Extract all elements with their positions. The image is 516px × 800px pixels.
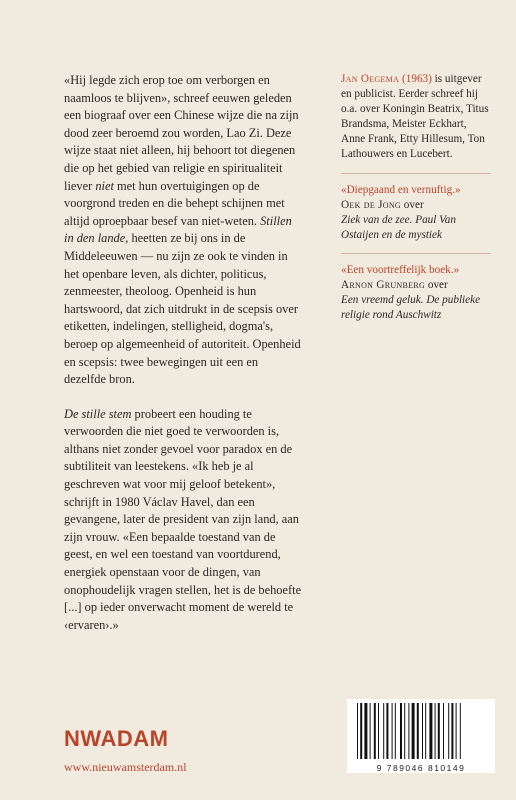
barcode-bar [456, 703, 457, 759]
author-bio: Jan Oegema (1963) is uitgever en publicist. Eerder schreef hij o.a. over Koningin Beatrix, Titus Brandsma, Meister Eckhart, Anne Frank, Etty Hillesum, Ton Lathouwers en Lucebert. [341, 73, 489, 161]
barcode-bar [386, 703, 388, 759]
isbn-number: 9 789046 810149 [376, 763, 466, 773]
barcode-bar [400, 703, 402, 759]
isbn-barcode [347, 699, 495, 773]
barcode-bar [364, 703, 367, 759]
barcode-bar [395, 703, 396, 759]
paragraph-book-description: De stille stem probeert een houding te verwoorden die niet goed te verwoorden is, althans niet zonder gevoel voor paradox en de subtiliteit van leestekens. «Ik heb je al geschreven wat voor mij geloof betekent», schrijft in 1980 Václav Havel, dan een gevangene, later de president van zijn land, aan zijn vrouw. «Een bepaalde toestand van de geest, en wel een toestand van voortdurend, energiek openstaan voor de dingen, van onophoudelijk vragen stellen, het is de behoefte [...] op ieder onverwacht moment de wereld te ‹ervaren›.» [64, 406, 302, 632]
barcode-bar [357, 703, 358, 759]
barcode-bar [443, 703, 444, 759]
sidebar-column [341, 72, 491, 323]
divider [341, 253, 491, 254]
barcode-bar [378, 703, 379, 759]
publisher-url[interactable]: www.nieuwamsterdam.nl [64, 760, 187, 774]
barcode-bar [438, 703, 440, 759]
barcode-bar [370, 703, 371, 759]
barcode-bar [448, 703, 449, 759]
review-attribution: Arnon Grunberg over Een vreemd geluk. De publieke religie rond Auschwitz [341, 279, 481, 322]
barcode-bar [422, 703, 423, 759]
author-years: (1963) [399, 73, 432, 85]
barcode-bar [429, 703, 432, 759]
barcode-bar [404, 703, 405, 759]
divider [341, 173, 491, 174]
paragraph-intro: «Hij legde zich erop toe om verborgen en naamloos te blijven», schreef eeuwen geleden een biograaf over een Chinese wijze die na zijn dood zeer beroemd zou worden, Lao Zi. Deze wijze staat niet alleen, hij behoort tot diegenen die op het gebied van religie en spiritualiteit liever niet met hun overtuigingen op de voorgrond treden en die behept schijnen met altijd oproepbaar besef van niet-weten. Stillen in den lande, heetten ze bij ons in de Middeleeuwen — nu zijn ze ook te vinden in het openbare leven, als dichter, politicus, zenmeester, theoloog. Openheid is hun hartswoord, dat zich uitdrukt in de scepsis over etiketten, indelingen, stelligheid, dogma's, beroep op algemeenheid of autoriteit. Openheid en scepsis: twee bewegingen uit een en dezelfde bron. [64, 73, 301, 387]
barcode-bar [425, 703, 426, 759]
barcode-bar [408, 703, 409, 759]
author-name: Jan Oegema [341, 73, 400, 85]
review-quote: «Diepgaand en vernuftig.» [341, 183, 461, 196]
review-attribution: Oek de Jong over Ziek van de zee. Paul Van Ostaijen en de mystiek [341, 198, 456, 241]
barcode-bar [417, 703, 419, 759]
publisher-logo: NWADAM [64, 726, 169, 751]
barcode-bar [374, 703, 376, 759]
barcode-bar [451, 703, 453, 759]
barcode-bar [392, 703, 393, 759]
barcode-bars [347, 699, 495, 761]
barcode-bar [460, 703, 461, 759]
barcode-bar [435, 703, 436, 759]
barcode-bar [383, 703, 384, 759]
back-cover-text [64, 72, 302, 634]
review-quote: «Een voortreffelijk boek.» [341, 263, 460, 276]
barcode-bar [360, 703, 362, 759]
barcode-bar [412, 703, 415, 759]
